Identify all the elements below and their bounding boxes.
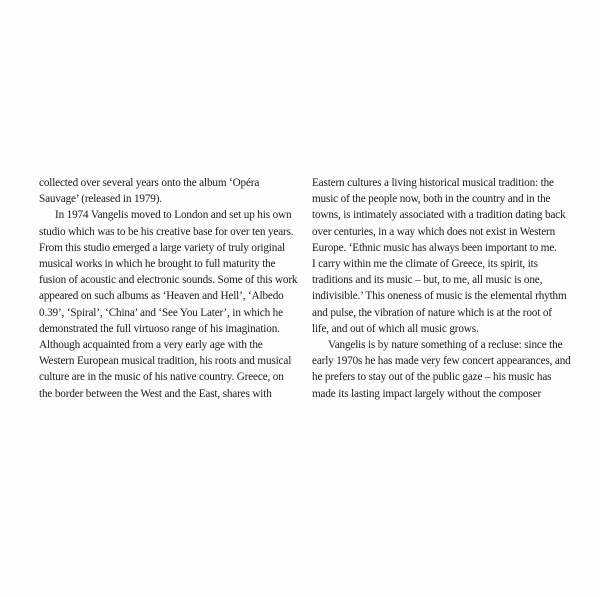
- text-line: In 1974 Vangelis moved to London and set up his own: [55, 209, 292, 222]
- text-line: Vangelis is by nature something of a recluse: since the: [328, 339, 563, 352]
- text-line: From this studio emerged a large variety of truly original: [39, 241, 285, 254]
- text-line: studio which was to be his creative base for over ten years.: [39, 225, 294, 238]
- text-line: traditions and its music – but, to me, all music is one,: [312, 274, 543, 287]
- text-line: and pulse, the vibration of nature which is at the root of: [312, 306, 552, 319]
- text-line: Europe. ‘Ethnic music has always been important to me.: [312, 241, 557, 254]
- text-line: over centuries, in a way which does not exist in Western: [312, 225, 556, 238]
- text-line: towns, is intimately associated with a tradition dating back: [312, 209, 566, 222]
- text-line: 0.39’, ‘Spiral’, ‘China’ and ‘See You Later’, in which he: [39, 306, 283, 319]
- text-line: musical works in which he brought to full maturity the: [39, 258, 276, 271]
- right-text-column: [312, 175, 574, 402]
- text-line: music of the people now, both in the country and in the: [312, 193, 551, 206]
- text-line: fusion of acoustic and electronic sounds. Some of this work: [39, 274, 298, 287]
- text-line: Western European musical tradition, his roots and musical: [39, 355, 292, 368]
- left-text-column: [39, 175, 298, 402]
- text-line: Sauvage’ (released in 1979).: [39, 193, 162, 206]
- text-line: Eastern cultures a living historical musical tradition: the: [312, 177, 554, 189]
- text-line: life, and out of which all music grows.: [312, 322, 479, 335]
- text-line: made its lasting impact largely without the composer: [312, 387, 542, 400]
- text-line: culture are in the music of his native country. Greece, on: [39, 371, 284, 384]
- text-line: collected over several years onto the album ‘Opéra: [39, 177, 260, 189]
- text-line: he prefers to stay out of the public gaze – his music has: [312, 371, 552, 384]
- text-line: I carry within me the climate of Greece, its spirit, its: [312, 258, 538, 271]
- text-line: Although acquainted from a very early age with the: [39, 339, 263, 352]
- text-line: appeared on such albums as ‘Heaven and Hell’, ‘Albedo: [39, 290, 284, 303]
- text-line: the border between the West and the East, shares with: [39, 387, 272, 400]
- text-line: demonstrated the full virtuoso range of his imagination.: [39, 322, 280, 335]
- text-line: early 1970s he has made very few concert appearances, and: [312, 355, 571, 368]
- text-line: indivisible.’ This oneness of music is the elemental rhythm: [312, 290, 567, 303]
